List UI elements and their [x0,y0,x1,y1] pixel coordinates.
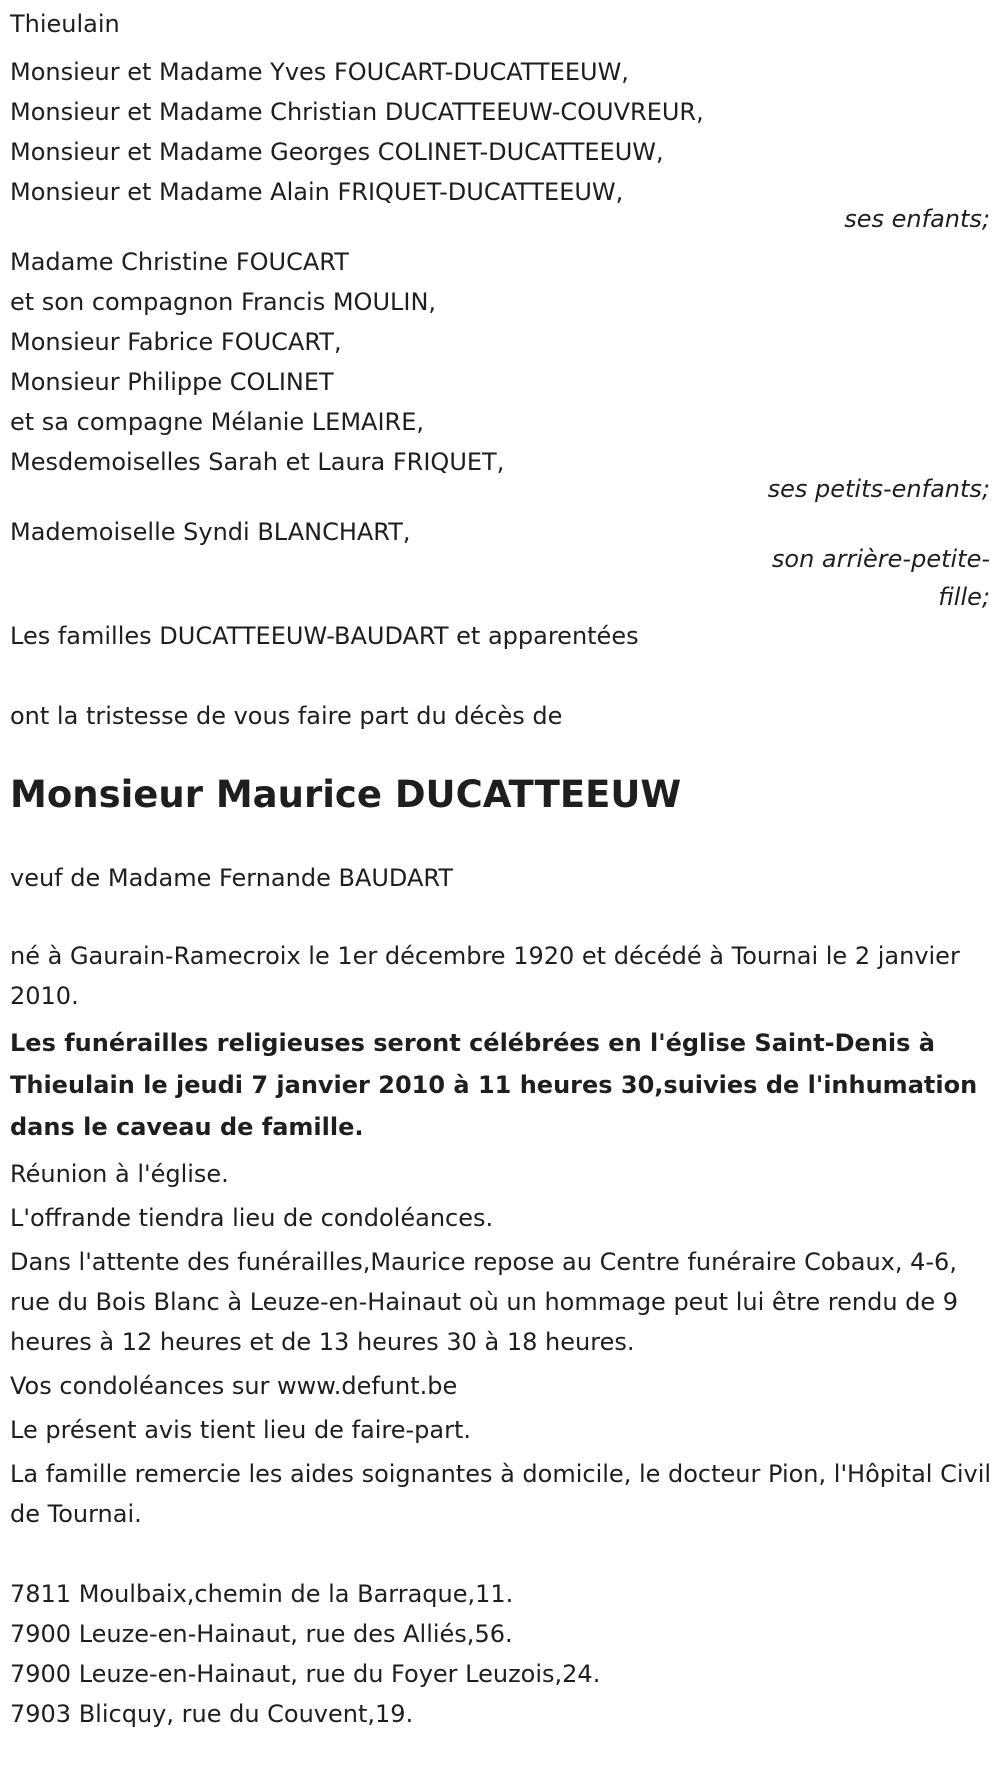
deceased-name: Monsieur Maurice DUCATTEEUW [10,773,682,816]
thanks-paragraph: La famille remercie les aides soignantes à domicile, le docteur Pion, l'Hôpital Civil de Tournai. [10,1460,992,1528]
child-entry: Monsieur et Madame Christian DUCATTEEUW-COUVREUR, [10,98,704,126]
grandchildren-role: ses petits-enfants; [767,475,990,503]
condolences-line: Vos condoléances sur www.defunt.be [10,1372,458,1400]
funeral-paragraph: Les funérailles religieuses seront célébrées en l'église Saint-Denis à Thieulain le jeudi 7 janvier 2010 à 11 heures 30,suivies de l'inhumation dans le caveau de famille. [10,1029,978,1141]
announcement-line: ont la tristesse de vous faire part du décès de [10,702,563,730]
address-entry: 7900 Leuze-en-Hainaut, rue du Foyer Leuzois,24. [10,1660,601,1688]
notice-line: Le présent avis tient lieu de faire-part. [10,1416,472,1444]
children-role: ses enfants; [844,205,990,233]
child-entry: Monsieur et Madame Georges COLINET-DUCATTEEUW, [10,138,664,166]
grandchild-entry: et sa compagne Mélanie LEMAIRE, [10,408,425,436]
address-entry: 7811 Moulbaix,chemin de la Barraque,11. [10,1580,514,1608]
addresses-list [10,1574,995,1734]
grandchild-entry: Mesdemoiselles Sarah et Laura FRIQUET, [10,448,505,476]
widower-line: veuf de Madame Fernande BAUDART [10,864,453,892]
place-name: Thieulain [10,10,120,38]
child-entry: Monsieur et Madame Alain FRIQUET-DUCATTEEUW, [10,178,624,206]
grandchild-entry: et son compagnon Francis MOULIN, [10,288,437,316]
birth-death-paragraph: né à Gaurain-Ramecroix le 1er décembre 1920 et décédé à Tournai le 2 janvier 2010. [10,942,960,1010]
grandchild-entry: Madame Christine FOUCART [10,248,349,276]
viewing-paragraph: Dans l'attente des funérailles,Maurice repose au Centre funéraire Cobaux, 4-6, rue du Bois Blanc à Leuze-en-Hainaut où un hommage peut lui être rendu de 9 heures à 12 heures et de 13 heures 30 à 18 heures. [10,1248,959,1356]
great-grandchild-role: son arrière-petite- [771,545,990,573]
child-entry: Monsieur et Madame Yves FOUCART-DUCATTEEUW, [10,58,629,86]
grandchildren-list [10,242,995,482]
families-line: Les familles DUCATTEEUW-BAUDART et apparentées [10,622,639,650]
great-grandchild-role-continued: fille; [938,583,990,611]
grandchild-entry: Monsieur Philippe COLINET [10,368,334,396]
address-entry: 7900 Leuze-en-Hainaut, rue des Alliés,56. [10,1620,513,1648]
address-entry: 7903 Blicquy, rue du Couvent,19. [10,1700,414,1728]
meeting-line: Réunion à l'église. [10,1160,229,1188]
offering-line: L'offrande tiendra lieu de condoléances. [10,1204,494,1232]
obituary-notice [10,4,995,1734]
children-list [10,52,995,212]
grandchild-entry: Monsieur Fabrice FOUCART, [10,328,342,356]
great-grandchild-entry: Mademoiselle Syndi BLANCHART, [10,518,411,546]
